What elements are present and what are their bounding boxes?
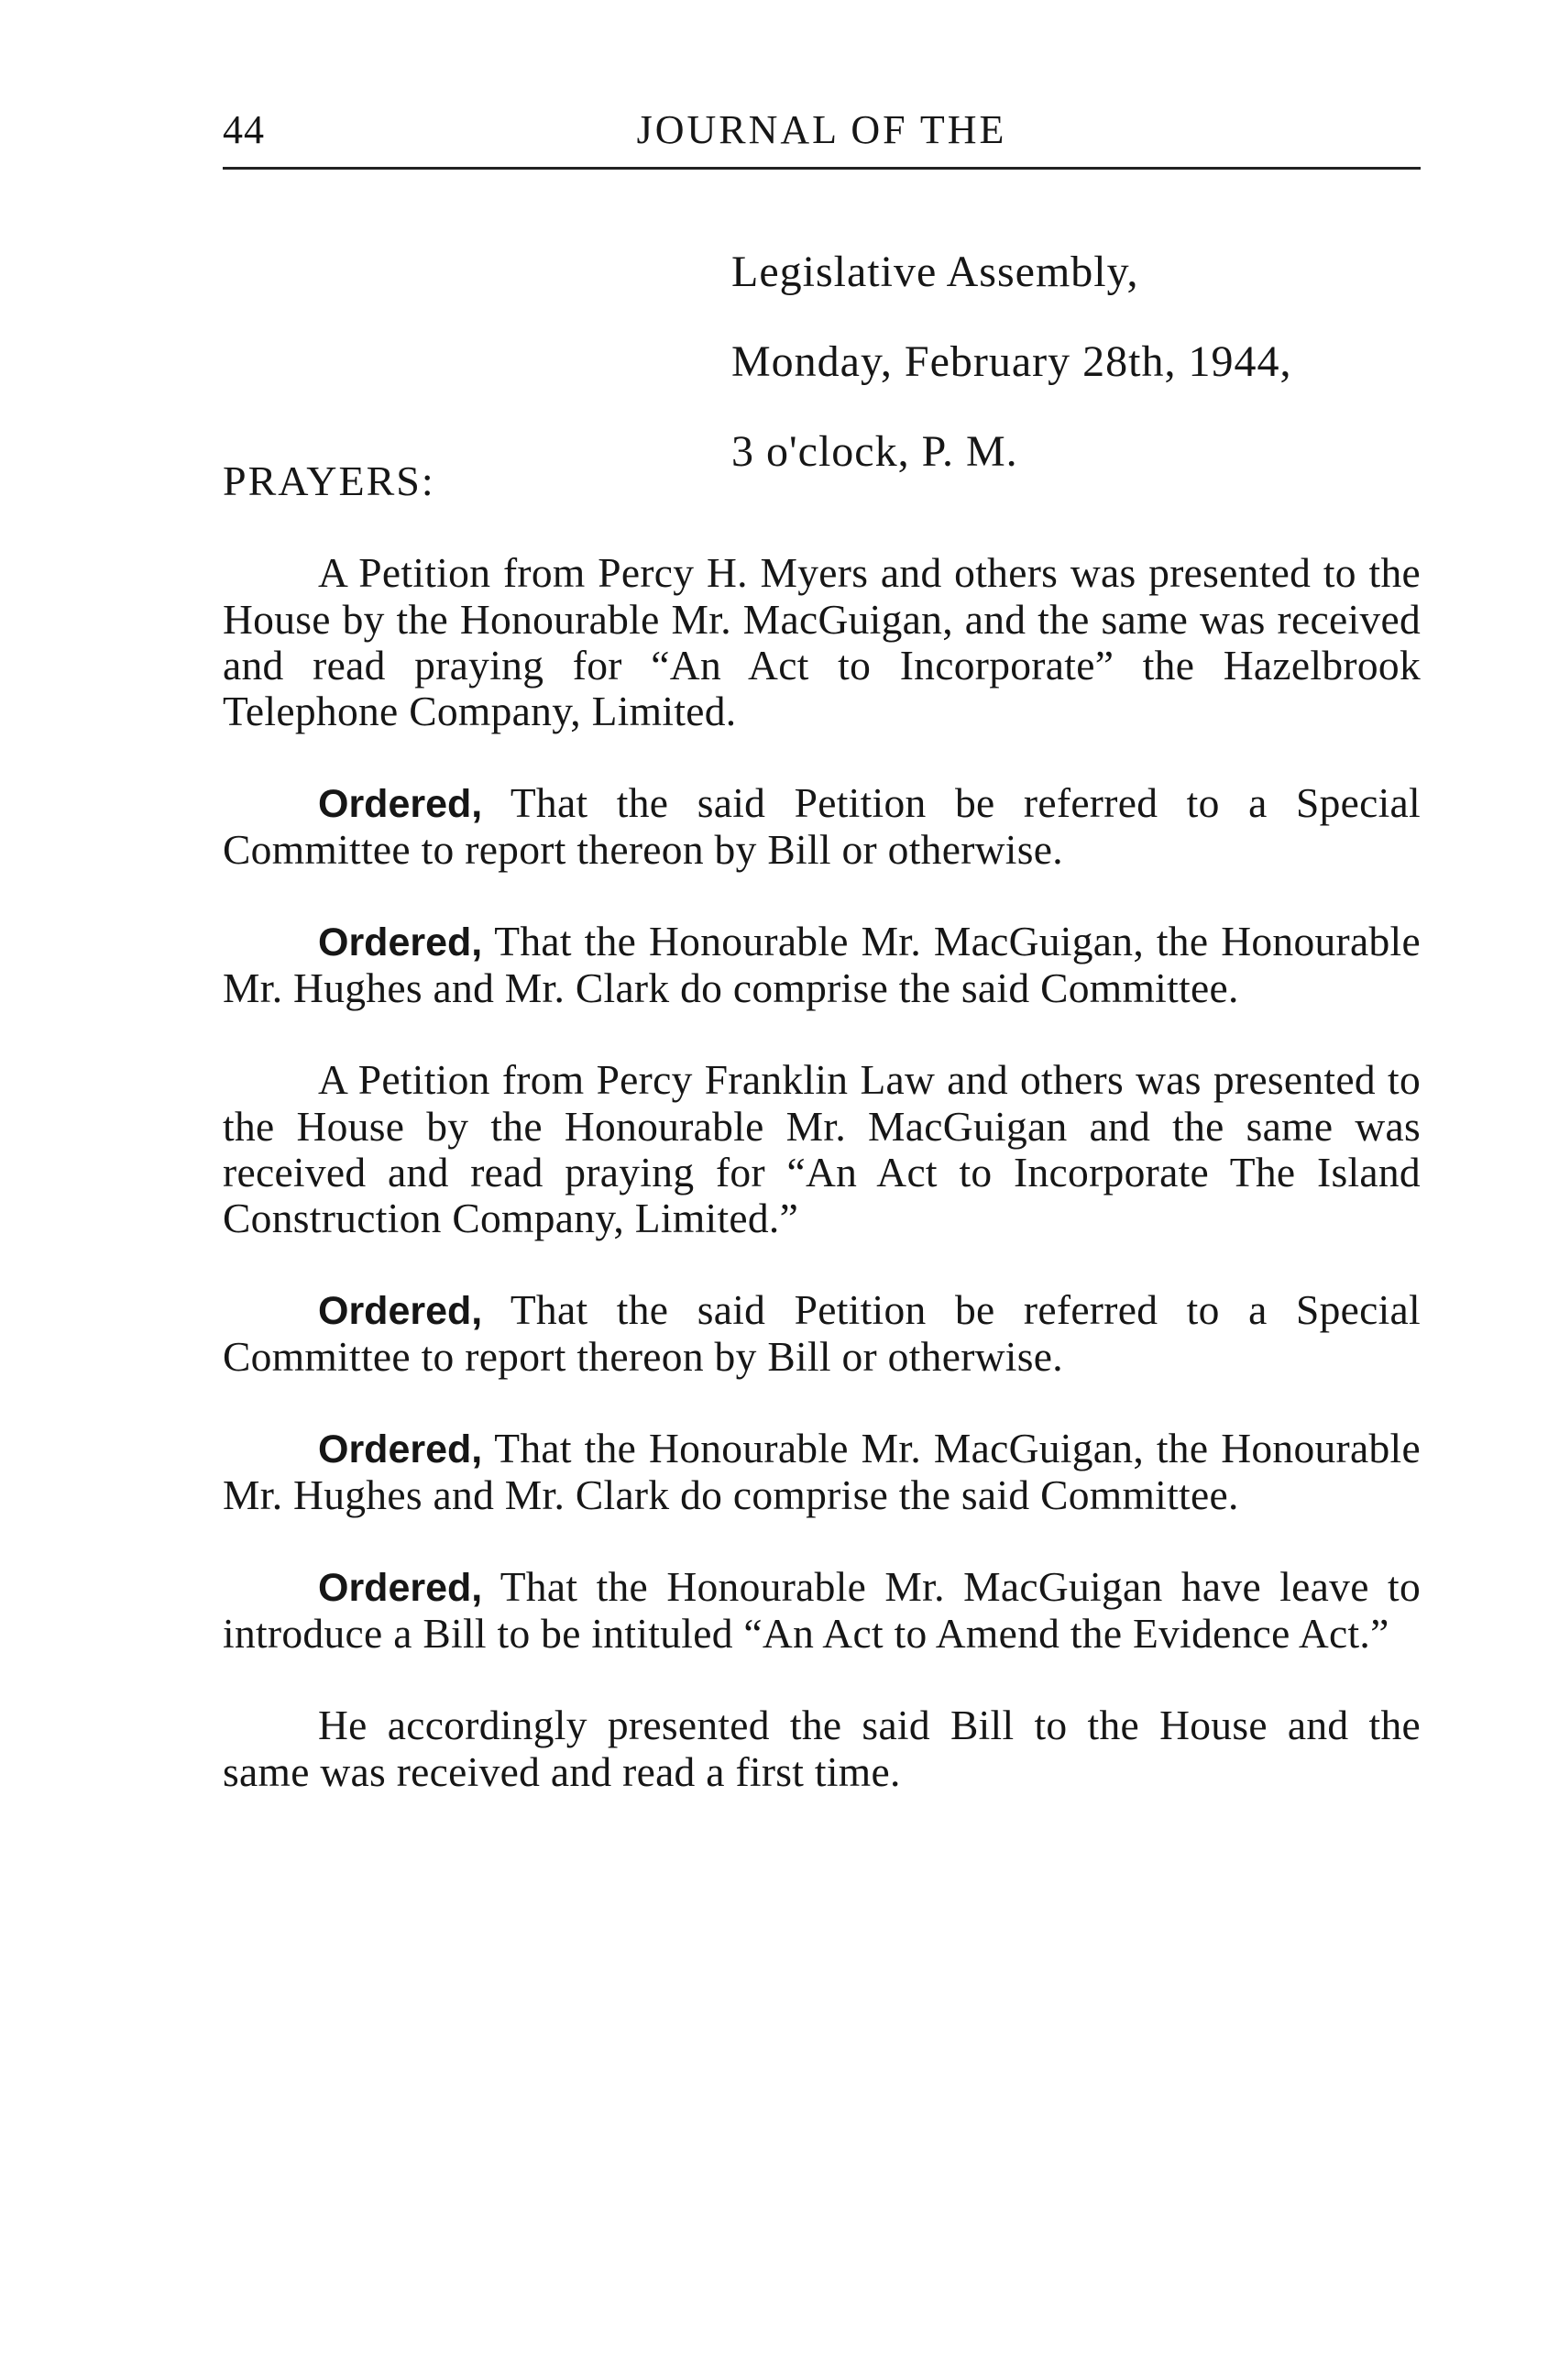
- paragraph-lead: Ordered,: [318, 1427, 483, 1471]
- paragraph-text: That the Honourable Mr. MacGuigan, the Honourable Mr. Hughes and Mr. Clark do comprise the said Committee.: [223, 1425, 1421, 1518]
- petition-law: [223, 1057, 1421, 1241]
- running-head: [223, 103, 1421, 170]
- paragraph-lead: Ordered,: [318, 1289, 483, 1333]
- dateline-time: 3 o'clock, P. M.: [731, 427, 1018, 476]
- prayers-heading: PRAYERS:: [223, 457, 435, 504]
- order-leave-bill: [223, 1564, 1421, 1657]
- paragraph-text: A Petition from Percy Franklin Law and others was presented to the House by the Honourable Mr. MacGuigan and the same was received and read praying for “An Act to Incorporate The Island Construction Company, Limited.”: [223, 1056, 1421, 1241]
- order-committee-members: [223, 1426, 1421, 1518]
- paragraph-text: A Petition from Percy H. Myers and others was presented to the House by the Honourable Mr. MacGuigan, and the same was received and read praying for “An Act to Incorporate” the Hazelbrook Telephone Company, Limited.: [223, 549, 1421, 734]
- bill-first-reading: [223, 1702, 1421, 1795]
- paragraph-text: That the Honourable Mr. MacGuigan have leave to introduce a Bill to be intituled “An Act to Amend the Evidence Act.”: [223, 1563, 1421, 1657]
- paragraph-lead: Ordered,: [318, 920, 483, 964]
- dateline-assembly: Legislative Assembly,: [731, 248, 1139, 296]
- paragraph-text: That the said Petition be referred to a Special Committee to report thereon by Bill or otherwise.: [223, 779, 1421, 873]
- petition-myers: [223, 550, 1421, 734]
- paragraph-text: That the said Petition be referred to a Special Committee to report thereon by Bill or otherwise.: [223, 1286, 1421, 1380]
- order-refer-committee: [223, 1287, 1421, 1380]
- journal-title: JOURNAL OF THE: [636, 107, 1007, 152]
- paragraph-lead: Ordered,: [318, 1566, 483, 1610]
- dateline-date: Monday, February 28th, 1944,: [731, 337, 1292, 386]
- paragraph-text: That the Honourable Mr. MacGuigan, the Honourable Mr. Hughes and Mr. Clark do comprise the said Committee.: [223, 918, 1421, 1011]
- order-committee-members: [223, 919, 1421, 1011]
- paragraph-text: He accordingly presented the said Bill to the House and the same was received and read a first time.: [223, 1702, 1421, 1795]
- order-refer-committee: [223, 780, 1421, 873]
- journal-body: [223, 550, 1421, 1841]
- dateline: [731, 227, 1291, 497]
- paragraph-lead: Ordered,: [318, 782, 483, 826]
- page-number: 44: [223, 107, 265, 152]
